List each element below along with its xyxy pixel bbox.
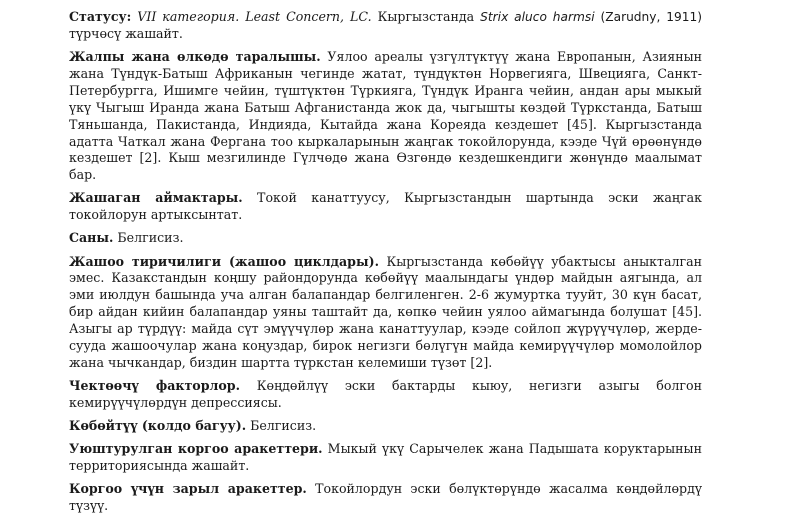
- species-name: Strix aluco harmsi: [480, 10, 595, 24]
- organized-protection-heading: Уюштурулган коргоо аракеттери.: [69, 441, 323, 457]
- status-text-1: Кыргызстанда: [371, 9, 481, 24]
- status-text-2: түрчөсү жашайт.: [69, 25, 183, 41]
- species-author: (Zarudny, 1911): [594, 10, 703, 24]
- limiting-factors-heading: Чектөөчү факторлор.: [69, 378, 240, 394]
- organized-protection-text: Мыкый үкү Сарычелек жана Падышата коруктарынын территориясында жашайт.: [69, 441, 702, 474]
- habitat-heading: Жашаган аймактары.: [69, 190, 243, 206]
- limiting-factors-text: Көңдөйлүү эски бактарды кыюу, негизги азыгы болгон кемирүүчүлөрдүн депрессиясы.: [69, 378, 702, 410]
- needed-measures-text: Токойлордун эски бөлүктөрүндө жасалма көңдөйлөрдү түзүү.: [69, 481, 702, 514]
- number-text: Белгисиз.: [113, 230, 184, 246]
- status-paragraph: [69, 9, 702, 43]
- breeding-paragraph: [69, 418, 702, 435]
- needed-measures-heading: Коргоо үчүн зарыл аракеттер.: [69, 481, 307, 497]
- number-paragraph: [69, 230, 702, 247]
- lifecycle-heading: Жашоо тиричилиги (жашоо циклдары).: [69, 253, 379, 269]
- document-page: [69, 9, 702, 521]
- breeding-text: Белгисиз.: [246, 418, 317, 434]
- status-heading: Статусу:: [69, 9, 132, 24]
- distribution-heading: Жалпы жана өлкөдө таралышы.: [69, 49, 321, 64]
- organized-protection-paragraph: [69, 441, 702, 475]
- limiting-factors-paragraph: [69, 378, 702, 412]
- distribution-text: Уялоо ареалы үзгүлтүктүү жана Европанын, Азиянын жана Түндүк-Батыш Африканын чегинде жатат, түндүктөн Норвегияга, Швецияга, Санкт-Петербургга, Ишимге чейин, түштүктөн Түркияга, Түндүк Иранга чейин, андан ары мыкый үкү Чыгыш Иранда жана Батыш Афганистанда жок да, чыгышты көздөй Түркстанда, Батыш Тяньшанда, Пакистанда, Индияда, Кытайда жана Кореяда кездешет [45]. Кыргызстанда адатта Чаткал жана Фергана тоо кыркаларынын жаңгак токойлорунда, кээде Чүй өрөөнүндө кездешет [2]. Кыш мезгилинде Гүлчөдө жана Өзгөндө кездешкендиги жөнүндө маалымат бар.: [69, 49, 703, 183]
- needed-measures-paragraph: [69, 481, 702, 515]
- status-category: VII категория. Least Concern, LC.: [137, 9, 372, 24]
- number-heading: Саны.: [69, 230, 114, 246]
- distribution-paragraph: [69, 49, 702, 184]
- breeding-heading: Көбөйтүү (колдо багуу).: [69, 418, 247, 434]
- lifecycle-paragraph: [69, 254, 702, 372]
- habitat-paragraph: [69, 190, 702, 224]
- habitat-text: Токой канаттуусу, Кыргызстандын шартында эски жаңгак токойлорун артыксынтат.: [69, 190, 702, 223]
- lifecycle-text: Кыргызстанда көбөйүү убактысы аныкталган эмес. Казакстандын коңшу райондорунда көбөйүү маалындагы үндөр майдын аягында, ал эми июлдун башында уча алган балапандар белгиленген. 2-6 жумуртка тууйт, 30 күн басат, бир айдан кийин балапандар уяны таштайт да, көпкө чейин уялоо аймагында болушат [45]. Азыгы ар түрдүү: майда сүт эмүүчүлөр жана канаттуулар, кээде сойлоп жүрүүчүлөр, жерде-сууда жашоочулар жана коңуздар, бирок негизги бөлүгүн майда кемирүүчүлөр момолойлор жана чычкандар, биздин шартта түркстан келемиши түзөт [2].: [69, 253, 702, 370]
